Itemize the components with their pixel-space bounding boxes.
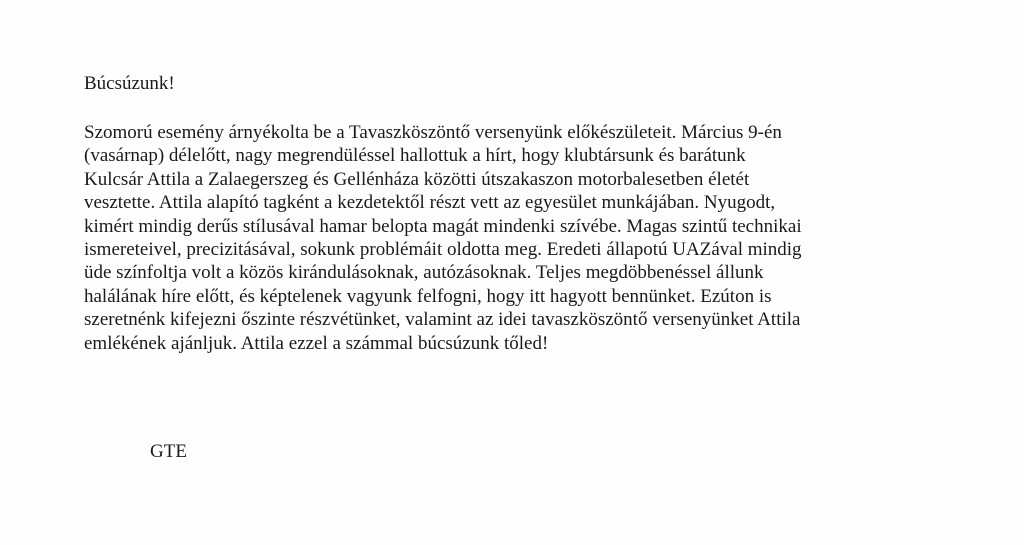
paragraph-line: üde színfoltja volt a közös kirándulásoknak, autózásoknak. Teljes megdöbbenéssel állunk — [84, 262, 764, 284]
document-signature: GTE — [150, 441, 187, 462]
paragraph-line: szeretnénk kifejezni őszinte részvétünket, valamint az idei tavaszköszöntő versenyünket Attila — [84, 309, 801, 331]
paragraph-line: vesztette. Attila alapító tagként a kezdetektől részt vett az egyesület munkájában. Nyugodt, — [84, 192, 776, 214]
paragraph-line: Kulcsár Attila a Zalaegerszeg és Gellénháza közötti útszakaszon motorbalesetben életét — [84, 168, 750, 190]
document-paragraph — [84, 121, 984, 355]
document-heading: Búcsúzunk! — [84, 73, 175, 94]
paragraph-line: ismereteivel, precizitásával, sokunk problémáit oldotta meg. Eredeti állapotú UAZával mindig — [84, 239, 802, 261]
paragraph-line: kimért mindig derűs stílusával hamar belopta magát mindenki szívébe. Magas szintű technikai — [84, 215, 802, 237]
paragraph-line: halálának híre előtt, és képtelenek vagyunk felfogni, hogy itt hagyott bennünket. Ezúton is — [84, 285, 772, 307]
paragraph-line: (vasárnap) délelőtt, nagy megrendüléssel hallottuk a hírt, hogy klubtársunk és barátunk — [84, 145, 746, 167]
paragraph-line: Szomorú esemény árnyékolta be a Tavaszköszöntő versenyünk előkészületeit. Március 9-én — [84, 122, 782, 143]
paragraph-line: emlékének ajánljuk. Attila ezzel a számmal búcsúzunk tőled! — [84, 332, 549, 354]
